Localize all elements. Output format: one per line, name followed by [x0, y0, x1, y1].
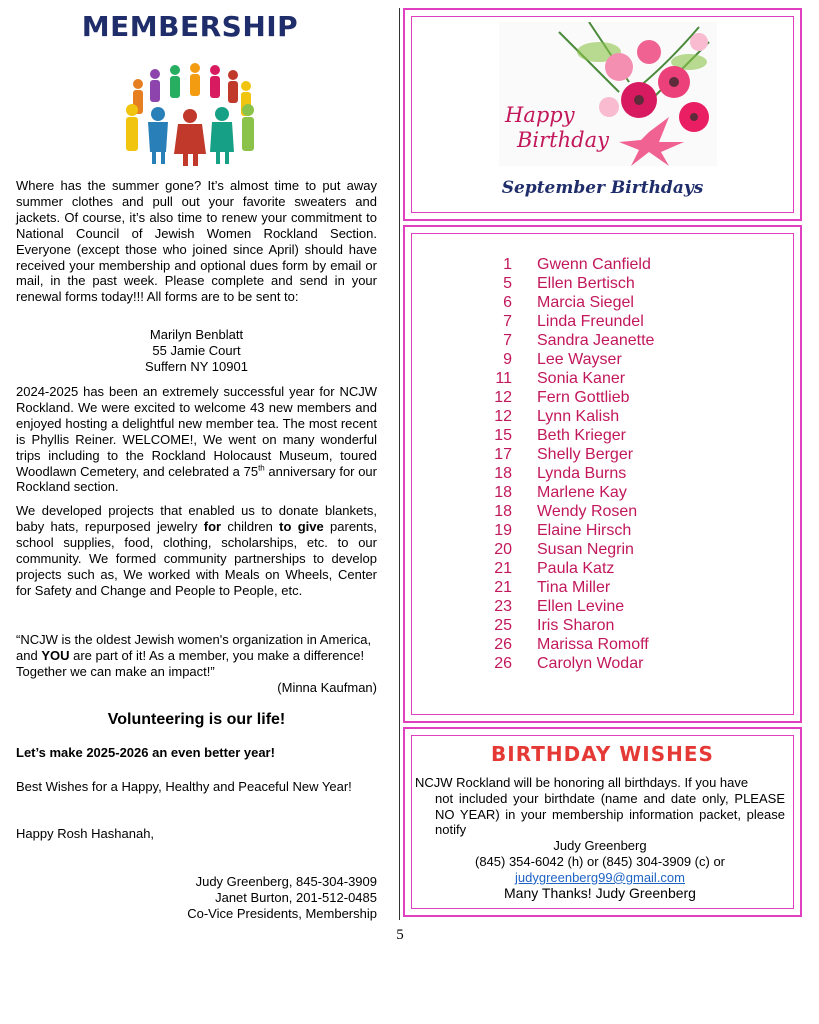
birthday-name: Linda Freundel — [537, 313, 644, 330]
birthday-day: 11 — [495, 370, 512, 387]
birthday-day: 17 — [494, 446, 512, 463]
birthday-day: 18 — [494, 484, 512, 501]
birthday-row — [465, 350, 765, 369]
birthday-row — [465, 521, 765, 540]
wishes-contact-name: Judy Greenberg — [553, 838, 647, 854]
wishes-body: not included your birthdate (name and date only, PLEASE NO YEAR) in your membership information packet, please notify — [435, 790, 785, 838]
birthday-day: 26 — [494, 636, 512, 653]
birthday-day: 21 — [494, 579, 512, 596]
birthday-name: Sonia Kaner — [537, 370, 626, 387]
projects-text-children: children — [221, 518, 280, 534]
birthday-day: 21 — [494, 560, 512, 577]
birthday-row — [465, 274, 765, 293]
birthday-name: Lynn Kalish — [537, 408, 620, 425]
birthday-name: Sandra Jeanette — [537, 332, 655, 349]
address-line: 55 Jamie Court — [152, 343, 241, 358]
birthday-day: 5 — [503, 275, 512, 292]
quote-bold-you: YOU — [41, 648, 70, 663]
happy-text: Happy — [505, 103, 575, 127]
signature-line: Janet Burton, 201-512-0485 — [215, 890, 377, 905]
quote-text — [16, 632, 377, 680]
birthday-wishes-title: BIRTHDAY WISHES — [491, 742, 714, 766]
ncjw-quote — [16, 632, 377, 696]
birthday-day: 12 — [494, 408, 512, 425]
wishes-phones: (845) 354-6042 (h) or (845) 304-3909 (c) or — [474, 853, 726, 869]
birthday-name: Gwenn Canfield — [537, 256, 651, 273]
birthday-list-box — [403, 225, 802, 723]
birthday-row — [465, 464, 765, 483]
signature-line: Co-Vice Presidents, Membership — [187, 906, 377, 921]
birthday-row — [465, 312, 765, 331]
wishes-thanks: Many Thanks! Judy Greenberg — [504, 884, 696, 901]
birthday-row — [465, 540, 765, 559]
birthday-name: Carolyn Wodar — [537, 655, 644, 672]
column-divider — [399, 8, 400, 920]
signature-block — [16, 874, 377, 922]
birthday-name: Elaine Hirsch — [537, 522, 632, 539]
wishes-email-line — [415, 870, 785, 886]
birthday-name: Ellen Bertisch — [537, 275, 635, 292]
birthday-row — [465, 559, 765, 578]
birthday-day: 18 — [494, 503, 512, 520]
birthday-name: Shelly Berger — [537, 446, 634, 463]
birthday-row — [465, 578, 765, 597]
better-year-line: Let’s make 2025-2026 an even better year! — [16, 745, 275, 760]
birthday-row — [465, 483, 765, 502]
flower-bouquet-icon — [499, 22, 717, 166]
birthday-day: 19 — [494, 522, 512, 539]
birthday-name: Lee Wayser — [537, 351, 622, 368]
projects-text-end: parents, school supplies, food, clothing, scholarships, etc. to our community. We formed community partnerships to develop projects such as, We worked with Meals on Wheels, Center for Safety and Change and People to People, etc. — [16, 518, 378, 598]
birthday-day: 26 — [494, 655, 512, 672]
membership-title: MEMBERSHIP — [81, 10, 299, 43]
projects-text: We developed projects that enabled us to donate blankets, baby hats, repurposed jewelry — [16, 503, 377, 534]
birthday-row — [465, 255, 765, 274]
september-birthdays-heading: September Birthdays — [501, 178, 704, 198]
birthday-row — [465, 331, 765, 350]
page-number: 5 — [396, 927, 404, 943]
birthday-name: Fern Gottlieb — [537, 389, 630, 406]
birthday-name: Marissa Romoff — [537, 636, 649, 653]
email-link[interactable]: judygreenberg99@gmail.com — [514, 869, 685, 885]
quote-part: “NCJW is the oldest Jewish women's organization in America, and — [16, 632, 372, 663]
birthday-row — [465, 597, 765, 616]
birthday-flowers-image — [499, 22, 717, 166]
volunteering-heading: Volunteering is our life! — [107, 711, 286, 728]
wishes-first-line: NCJW Rockland will be honoring all birthdays. If you have — [415, 775, 749, 790]
birthday-row — [465, 654, 765, 673]
birthday-day: 6 — [503, 294, 512, 311]
birthday-row — [465, 502, 765, 521]
people-circle-icon — [126, 63, 254, 166]
birthday-row — [465, 293, 765, 312]
birthday-day: 12 — [494, 389, 512, 406]
projects-bold-for: for — [203, 518, 222, 534]
projects-bold-to-give: to give — [279, 518, 324, 534]
birthday-day: 25 — [494, 617, 512, 634]
birthday-name: Susan Negrin — [537, 541, 634, 558]
birthday-card-box — [403, 8, 802, 221]
birthday-day: 7 — [503, 313, 512, 330]
birthday-day: 23 — [494, 598, 512, 615]
birthday-name: Iris Sharon — [537, 617, 615, 634]
best-wishes-line: Best Wishes for a Happy, Healthy and Peaceful New Year! — [16, 779, 352, 794]
birthday-day: 1 — [503, 256, 512, 273]
quote-author: (Minna Kaufman) — [277, 680, 377, 695]
address-line: Marilyn Benblatt — [149, 327, 244, 342]
people-circle-illustration — [120, 62, 260, 168]
birthday-wishes-text — [415, 775, 785, 901]
mailing-address — [16, 327, 377, 375]
year-review-text: 2024-2025 has been an extremely successful year for NCJW Rockland. We were excited to welcome 43 new members and enjoyed hosting a delightful new member tea. The most recent is Phyllis Reiner. WELCOME!, We went on many wonderful trips including to the Rockland Holocaust Museum, toured Woodlawn Cemetery, and celebrated a 75 — [16, 384, 377, 479]
projects-paragraph — [16, 503, 377, 598]
quote-part: are part of it! As a member, you make a difference! Together we can make an impact!” — [16, 648, 365, 679]
birthday-row — [465, 388, 765, 407]
intro-paragraph: Where has the summer gone? It’s almost time to put away summer clothes and pull out your favorite sweaters and jackets. Of course, it’s also time to renew your commitment to National Council of Jewish Women Rockland Section. Everyone (except those who joined since April) should have received your membership and optional dues form by email or mail, in the past week. Please complete and send in your renewal forms today!!! All forms are to be sent to: — [16, 178, 377, 305]
year-review-end: anniversary for our Rockland section. — [16, 463, 377, 495]
address-line: Suffern NY 10901 — [145, 359, 248, 374]
signature-line: Judy Greenberg, 845-304-3909 — [195, 874, 377, 889]
birthday-text: Birthday — [517, 128, 609, 152]
birthday-row — [465, 369, 765, 388]
birthday-row — [465, 445, 765, 464]
birthday-name: Marcia Siegel — [537, 294, 634, 311]
birthday-day: 15 — [494, 427, 512, 444]
birthday-row — [465, 616, 765, 635]
birthday-name: Beth Krieger — [537, 427, 626, 444]
birthday-row — [465, 426, 765, 445]
birthday-day: 7 — [503, 332, 512, 349]
birthday-list — [465, 255, 765, 673]
birthday-day: 9 — [503, 351, 512, 368]
birthday-wishes-box — [403, 727, 802, 917]
birthday-day: 20 — [494, 541, 512, 558]
birthday-row — [465, 635, 765, 654]
birthday-name: Wendy Rosen — [537, 503, 638, 520]
birthday-name: Lynda Burns — [537, 465, 627, 482]
rosh-hashanah-line: Happy Rosh Hashanah, — [16, 826, 155, 841]
birthday-row — [465, 407, 765, 426]
year-review-paragraph — [16, 384, 377, 495]
birthday-name: Marlene Kay — [537, 484, 627, 501]
birthday-name: Tina Miller — [537, 579, 611, 596]
birthday-day: 18 — [494, 465, 512, 482]
ordinal-suffix: th — [258, 463, 265, 473]
birthday-name: Paula Katz — [537, 560, 615, 577]
birthday-name: Ellen Levine — [537, 598, 625, 615]
